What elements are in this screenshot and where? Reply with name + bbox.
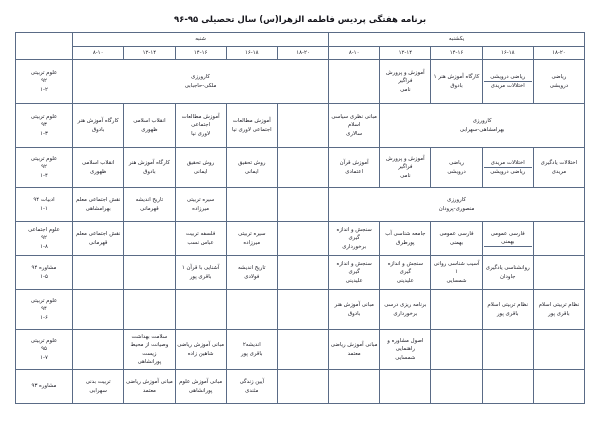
cell-sunday-r2-c4[interactable] <box>329 148 380 188</box>
group-label-r2[interactable] <box>16 148 73 188</box>
cell-sunday-internship-r1-teacher: بهرامشاهی-سهرابی <box>459 126 505 133</box>
group-label-content-r7 <box>17 337 71 361</box>
cell-sunday-r2-c2-teacher: درویشی <box>447 168 466 175</box>
table-row <box>16 222 585 256</box>
group-label-content-r5 <box>17 264 71 280</box>
cell-saturday-r7-c3[interactable] <box>124 330 175 370</box>
cell-saturday-r4-c4-content <box>74 230 122 246</box>
cell-sunday-r0-c1-split <box>484 73 532 90</box>
cell-sunday-r0-c3[interactable] <box>380 60 431 104</box>
cell-saturday-r1-c1-content <box>228 117 276 133</box>
cell-saturday-r1-c3-content <box>125 117 173 133</box>
group-column-header <box>16 33 73 60</box>
cell-sunday-r2-c2-content <box>432 159 480 175</box>
cell-saturday-r1-c3[interactable] <box>124 104 175 148</box>
group-year-r0: ۹۲ <box>41 78 47 85</box>
group-label-content-r3 <box>17 196 71 212</box>
cell-sunday-internship-r3-teacher: منصوری-پرودان <box>438 205 475 212</box>
cell-sunday-r2-c1-split-bottom: ریاضی درویشی <box>490 169 526 175</box>
table-row <box>16 256 585 290</box>
cell-saturday-r4-c0[interactable] <box>277 222 328 256</box>
cell-sunday-r4-c2-teacher: بهمنی <box>449 239 464 246</box>
cell-sunday-r0-c3-course: آموزش و پرورش فراگیر <box>386 70 425 85</box>
cell-saturday-r7-c1-content <box>228 341 276 357</box>
cell-saturday-r6-c1[interactable] <box>226 290 277 330</box>
cell-sunday-internship-r1-course: کارورزی <box>472 118 492 125</box>
cell-sunday-r0-c0-content <box>535 73 583 89</box>
cell-sunday-r2-c0-teacher: مریدی <box>551 168 567 175</box>
cell-saturday-r4-c4-teacher: قهرمانی <box>88 239 108 246</box>
cell-sunday-r7-c0[interactable] <box>533 330 584 370</box>
day-header-row <box>16 33 585 47</box>
table-head <box>16 33 585 60</box>
cell-sunday-r2-c1-split-top: اختلالات مریدی <box>484 159 532 168</box>
cell-saturday-r3-c1[interactable] <box>226 188 277 222</box>
cell-saturday-r1-c2-content <box>177 113 225 137</box>
cell-saturday-internship-r0[interactable] <box>73 60 329 104</box>
cell-saturday-internship-r0-teacher: ملکی-حاجبابی <box>184 82 217 89</box>
cell-saturday-r3-c2-teacher: میرزاده <box>192 205 209 212</box>
cell-saturday-r2-c3-teacher: بادوق <box>143 168 156 175</box>
cell-sunday-r2-c4-course: آموزش قرآن <box>339 160 369 167</box>
cell-sunday-r4-c1[interactable] <box>482 222 533 256</box>
cell-saturday-r4-c4-course: نقش اجتماعی معلم <box>76 231 121 238</box>
cell-sunday-r6-c3-content <box>381 301 429 317</box>
cell-sunday-r5-c4-teacher: علیدینی <box>345 277 363 284</box>
group-year-r2: ۹۲ <box>41 164 47 171</box>
cell-sunday-r1-c4-content <box>330 113 378 137</box>
cell-saturday-r2-c4-teacher: ظهوری <box>89 168 107 175</box>
group-label-r8[interactable] <box>16 370 73 404</box>
cell-saturday-r5-c1-content <box>228 264 276 280</box>
page-title: برنامه هفتگی پردیس فاطمه الزهرا(س) سال تحصیلی ۹۵-۹۶ <box>173 15 427 25</box>
cell-sunday-r6-c0[interactable] <box>533 290 584 330</box>
cell-sunday-r6-c4-content <box>330 301 378 317</box>
cell-sunday-r6-c1-teacher: باقری پور <box>496 310 519 317</box>
cell-saturday-r4-c4[interactable] <box>73 222 124 256</box>
cell-sunday-r2-c1[interactable] <box>482 148 533 188</box>
cell-saturday-r1-c2-course: آموزش مطالعات اجتماعی <box>181 114 220 129</box>
cell-saturday-r1-c4-content <box>74 117 122 133</box>
cell-saturday-r3-c3-course: تاریخ اندیشه <box>135 197 164 204</box>
cell-saturday-r2-c3[interactable] <box>124 148 175 188</box>
cell-sunday-r5-c4-content <box>330 260 378 284</box>
cell-saturday-r7-c3-course: سلامت بهداشت وصیانت از محیط زیست <box>130 334 169 357</box>
cell-saturday-r8-c4-course: تربیت بدنی <box>85 379 111 386</box>
cell-sunday-r4-c2-content <box>432 230 480 246</box>
cell-saturday-r4-c1[interactable] <box>226 222 277 256</box>
cell-saturday-r3-c0[interactable] <box>277 188 328 222</box>
cell-saturday-r2-c1-content <box>228 159 276 175</box>
group-code-r0: ۱-۲ <box>40 86 48 93</box>
cell-saturday-r8-c3[interactable] <box>124 370 175 404</box>
cell-saturday-r7-c2-teacher: شاهین زاده <box>187 350 214 357</box>
cell-sunday-r8-c4[interactable] <box>329 370 380 404</box>
cell-sunday-r7-c4[interactable] <box>329 330 380 370</box>
cell-sunday-r5-c1-course: روانشناسی یادگیری <box>485 265 530 272</box>
cell-sunday-r4-c4-content <box>330 226 378 250</box>
cell-sunday-r4-c4-teacher: برخورداری <box>342 243 367 250</box>
group-label-content-r0 <box>17 69 71 93</box>
cell-sunday-r5-c2[interactable] <box>431 256 482 290</box>
cell-sunday-r2-c2-course: ریاضی <box>449 160 464 167</box>
cell-sunday-r2-c0-content <box>535 159 583 175</box>
cell-sunday-r6-c2[interactable] <box>431 290 482 330</box>
cell-saturday-r8-c2-content <box>177 378 225 394</box>
cell-saturday-r8-c2[interactable] <box>175 370 226 404</box>
group-name-r5: مشاوره ۹۴ <box>31 265 57 272</box>
cell-saturday-r2-c1[interactable] <box>226 148 277 188</box>
group-code-r3: ۱-۱ <box>40 205 48 212</box>
cell-saturday-r5-c1-course: تاریخ اندیشه <box>238 265 266 272</box>
cell-saturday-r8-c1-course: آیین زندگی <box>239 379 264 386</box>
cell-saturday-r4-c2-content <box>177 230 225 246</box>
cell-sunday-r2-c0[interactable] <box>533 148 584 188</box>
cell-sunday-r1-c4[interactable] <box>329 104 380 148</box>
cell-sunday-r6-c4[interactable] <box>329 290 380 330</box>
cell-saturday-r3-c3-content <box>125 196 173 212</box>
cell-sunday-r0-c3-teacher: نامی <box>400 86 411 93</box>
group-label-r0[interactable] <box>16 60 73 104</box>
time-header-saturday-4: ۸-۱۰ <box>73 47 124 60</box>
cell-saturday-r5-c2-teacher: باقری پور <box>189 273 212 280</box>
cell-sunday-r4-c2[interactable] <box>431 222 482 256</box>
cell-sunday-r0-c2-teacher: بادوق <box>450 82 463 89</box>
cell-saturday-r8-c2-course: مبانی آموزش علوم <box>179 379 223 386</box>
cell-sunday-r5-c0[interactable] <box>533 256 584 290</box>
cell-sunday-r7-c4-content <box>330 341 378 357</box>
cell-saturday-r8-c4[interactable] <box>73 370 124 404</box>
cell-sunday-r4-c3[interactable] <box>380 222 431 256</box>
group-code-r5: ۱-۵ <box>40 273 48 280</box>
title-bar <box>0 0 600 30</box>
cell-saturday-r3-c4-teacher: بهرامشاهی <box>85 205 111 212</box>
time-header-saturday-3: ۱۲-۱۴ <box>124 47 175 60</box>
group-name-r1: علوم تربیتی <box>30 114 58 121</box>
cell-sunday-r7-c4-teacher: معتمد <box>347 350 361 357</box>
cell-sunday-r4-c2-course: فارسی عمومی <box>439 231 474 238</box>
cell-sunday-r6-c3-course: برنامه ریزی درسی <box>384 302 427 309</box>
cell-saturday-r8-c4-content <box>74 378 122 394</box>
cell-sunday-r6-c0-course: نظام تربیتی اسلام <box>538 302 580 309</box>
cell-sunday-r2-c4-content <box>330 159 378 175</box>
cell-saturday-r7-c2[interactable] <box>175 330 226 370</box>
cell-saturday-r4-c2-teacher: عباس نسب <box>187 239 214 246</box>
time-header-row <box>16 47 585 60</box>
cell-sunday-r6-c4-course: مبانی آموزش هنر <box>334 302 374 309</box>
cell-sunday-r7-c4-course: مبانی آموزش ریاضی <box>330 342 378 349</box>
group-code-r2: ۱-۴ <box>40 172 48 179</box>
cell-saturday-r1-c2[interactable] <box>175 104 226 148</box>
cell-sunday-r4-c0[interactable] <box>533 222 584 256</box>
cell-sunday-r7-c1[interactable] <box>482 330 533 370</box>
cell-sunday-r5-c4-course: سنجش و اندازه گیری <box>336 261 372 276</box>
cell-sunday-r1-c4-teacher: سالاری <box>346 130 363 137</box>
cell-saturday-r6-c2[interactable] <box>175 290 226 330</box>
cell-saturday-r7-c1[interactable] <box>226 330 277 370</box>
time-header-saturday-0: ۱۸-۲۰ <box>277 47 328 60</box>
cell-sunday-r4-c1-split-top: فارسی عمومی بهمنی <box>484 230 532 247</box>
cell-sunday-r7-c3[interactable] <box>380 330 431 370</box>
group-label-r3[interactable] <box>16 188 73 222</box>
cell-saturday-r7-c3-content <box>125 333 173 365</box>
time-header-sunday-0: ۱۸-۲۰ <box>533 47 584 60</box>
cell-sunday-r7-c3-teacher: شمسایی <box>395 354 416 361</box>
cell-sunday-r0-c2[interactable] <box>431 60 482 104</box>
cell-sunday-r0-c2-content <box>432 73 480 89</box>
table-body <box>16 60 585 404</box>
cell-saturday-r7-c4[interactable] <box>73 330 124 370</box>
group-name-r0: علوم تربیتی <box>30 70 58 77</box>
cell-saturday-r7-c0[interactable] <box>277 330 328 370</box>
cell-sunday-r5-c3-content <box>381 260 429 284</box>
cell-sunday-r0-c1[interactable] <box>482 60 533 104</box>
cell-sunday-r5-c1[interactable] <box>482 256 533 290</box>
cell-sunday-r5-c3[interactable] <box>380 256 431 290</box>
table-row <box>16 148 585 188</box>
cell-saturday-r5-c1[interactable] <box>226 256 277 290</box>
group-label-r4[interactable] <box>16 222 73 256</box>
cell-saturday-r2-c4-content <box>74 159 122 175</box>
cell-sunday-r6-c0-content <box>535 301 583 317</box>
group-code-r1: ۱-۳ <box>40 130 48 137</box>
cell-sunday-r6-c3[interactable] <box>380 290 431 330</box>
cell-sunday-r0-c1-split-bottom: اختلالات مریدی <box>490 83 525 89</box>
cell-saturday-r5-c3[interactable] <box>124 256 175 290</box>
cell-saturday-r4-c2-course: فلسفه تربیت <box>185 231 216 238</box>
group-label-content-r6 <box>17 297 71 321</box>
cell-sunday-r8-c2[interactable] <box>431 370 482 404</box>
cell-saturday-r4-c3[interactable] <box>124 222 175 256</box>
group-label-r6[interactable] <box>16 290 73 330</box>
cell-saturday-r2-c0[interactable] <box>277 148 328 188</box>
table-row <box>16 370 585 404</box>
group-code-r7: ۱-۷ <box>40 354 48 361</box>
cell-sunday-r5-c1-content <box>484 264 532 280</box>
group-name-r8: مشاوره ۹۳ <box>31 383 57 390</box>
cell-saturday-r6-c3[interactable] <box>124 290 175 330</box>
cell-saturday-r2-c4-course: انقلاب اسلامی <box>81 160 115 167</box>
time-header-saturday-2: ۱۴-۱۶ <box>175 47 226 60</box>
group-label-content-r4 <box>17 226 71 250</box>
cell-sunday-r4-c1-split <box>484 230 532 247</box>
cell-sunday-r2-c3-content <box>381 155 429 179</box>
cell-sunday-r5-c1-teacher: جاودان <box>500 273 516 280</box>
day-header-saturday: شنبه <box>73 33 329 47</box>
cell-saturday-r8-c0[interactable] <box>277 370 328 404</box>
cell-sunday-r0-c3-content <box>381 69 429 93</box>
cell-saturday-r7-c2-course: مبانی آموزش ریاضی <box>177 342 224 349</box>
cell-saturday-r2-c2-course: روش تحقیق <box>186 160 215 167</box>
time-header-sunday-1: ۱۶-۱۸ <box>482 47 533 60</box>
group-name-r4: علوم اجتماعی <box>28 227 60 234</box>
cell-saturday-r2-c2[interactable] <box>175 148 226 188</box>
cell-sunday-internship-r3-content <box>330 196 583 212</box>
cell-sunday-r2-c2[interactable] <box>431 148 482 188</box>
cell-saturday-r4-c1-course: سیره تربیتی <box>238 231 266 238</box>
cell-sunday-r8-c1[interactable] <box>482 370 533 404</box>
cell-sunday-r4-c4-course: سنجش و اندازه گیری <box>336 227 372 242</box>
group-year-r1: ۹۳ <box>41 122 47 129</box>
cell-saturday-r1-c4[interactable] <box>73 104 124 148</box>
cell-saturday-r3-c3-teacher: قهرمانی <box>140 205 159 212</box>
cell-sunday-r6-c4-teacher: بادوق <box>347 310 361 317</box>
group-code-r6: ۱-۶ <box>40 314 48 321</box>
cell-sunday-r5-c2-teacher: شمسایی <box>446 277 467 284</box>
cell-sunday-r0-c2-course: کارگاه آموزش هنر ۱ <box>433 74 480 81</box>
cell-saturday-r1-c4-teacher: بادوق <box>91 126 105 133</box>
cell-saturday-r4-c1-content <box>228 230 276 246</box>
group-year-r6: ۹۴ <box>41 306 47 313</box>
table-row <box>16 188 585 222</box>
table-row <box>16 290 585 330</box>
cell-saturday-r1-c1-course: آموزش مطالعات اجتماعی لاوری نیا <box>231 118 272 133</box>
cell-sunday-r2-c1-split <box>484 159 532 176</box>
cell-sunday-r2-c3-teacher: نامی <box>400 172 411 179</box>
cell-saturday-r8-c3-course: مبانی آموزش ریاضی <box>126 379 173 386</box>
group-code-r4: ۱-۸ <box>40 243 48 250</box>
cell-saturday-r5-c2[interactable] <box>175 256 226 290</box>
cell-sunday-r4-c3-course: جامعه شناسی آب <box>385 231 426 238</box>
cell-sunday-internship-r1-content <box>381 117 583 133</box>
cell-saturday-r7-c1-course: اندیشه۲ <box>242 342 261 349</box>
cell-saturday-r4-c2[interactable] <box>175 222 226 256</box>
cell-sunday-r8-c3[interactable] <box>380 370 431 404</box>
cell-saturday-r5-c0[interactable] <box>277 256 328 290</box>
cell-saturday-r8-c2-teacher: پورانشاهی <box>188 387 213 394</box>
cell-saturday-r8-c1-content <box>228 378 276 394</box>
cell-saturday-r8-c4-teacher: سهرابی <box>89 387 107 394</box>
cell-sunday-r7-c2[interactable] <box>431 330 482 370</box>
cell-sunday-r6-c0-teacher: باقری پور <box>548 310 570 317</box>
cell-saturday-r7-c1-teacher: باقری پور <box>241 350 263 357</box>
cell-sunday-r0-c0[interactable] <box>533 60 584 104</box>
cell-saturday-r7-c3-teacher: پورانشاهی <box>137 358 162 365</box>
cell-sunday-r2-c3-course: آموزش و پرورش فراگیر <box>386 156 425 171</box>
group-name-r3: ادبیات ۹۴ <box>33 197 55 204</box>
cell-saturday-r2-c2-teacher: ایمانی <box>193 168 208 175</box>
group-label-content-r8 <box>17 382 71 390</box>
cell-saturday-r3-c2-course: سیره تربیتی <box>186 197 215 204</box>
group-name-r6: علوم تربیتی <box>30 298 58 305</box>
cell-saturday-r3-c3[interactable] <box>124 188 175 222</box>
cell-saturday-r8-c1[interactable] <box>226 370 277 404</box>
cell-sunday-r5-c3-course: سنجش و اندازه گیری <box>387 261 423 276</box>
weekly-schedule-table <box>15 32 585 404</box>
cell-sunday-r5-c4[interactable] <box>329 256 380 290</box>
cell-sunday-internship-r3[interactable] <box>329 188 585 222</box>
time-header-sunday-2: ۱۴-۱۶ <box>431 47 482 60</box>
cell-sunday-r7-c3-course: اصول مشاوره و راهنمایی <box>387 338 424 353</box>
cell-saturday-r4-c1-teacher: میرزاده <box>243 239 261 246</box>
cell-saturday-r6-c0[interactable] <box>277 290 328 330</box>
cell-saturday-r3-c2-content <box>177 196 225 212</box>
group-name-r7: علوم تربیتی <box>30 338 58 345</box>
cell-saturday-r8-c3-content <box>125 378 173 394</box>
table-row <box>16 330 585 370</box>
cell-saturday-r8-c1-teacher: مثندی <box>245 387 259 394</box>
cell-saturday-r1-c2-teacher: لاوری نیا <box>191 130 211 137</box>
cell-saturday-r2-c4[interactable] <box>73 148 124 188</box>
cell-sunday-r2-c4-teacher: اعتمادی <box>345 168 364 175</box>
table-row <box>16 60 585 104</box>
cell-sunday-r1-c4-course: مبانی نظری سیاسی اسلام <box>331 114 377 129</box>
cell-sunday-r4-c3-teacher: پورطرق <box>396 239 415 246</box>
table-row <box>16 104 585 148</box>
cell-saturday-r5-c2-content <box>177 264 225 280</box>
cell-saturday-r1-c4-course: کارگاه آموزش هنر <box>77 118 119 125</box>
cell-saturday-r3-c2[interactable] <box>175 188 226 222</box>
cell-saturday-r8-c3-teacher: معتمد <box>142 387 156 394</box>
group-year-r4: ۹۲ <box>41 235 47 242</box>
cell-saturday-internship-r0-course: کارورزی <box>191 74 210 81</box>
cell-sunday-r6-c1-content <box>484 301 532 317</box>
cell-saturday-r1-c1[interactable] <box>226 104 277 148</box>
cell-sunday-r7-c3-content <box>381 337 429 361</box>
cell-saturday-r2-c3-content <box>125 159 173 175</box>
cell-saturday-r1-c0[interactable] <box>277 104 328 148</box>
cell-sunday-r0-c0-course: ریاضی <box>551 74 567 81</box>
time-header-sunday-3: ۱۲-۱۴ <box>380 47 431 60</box>
cell-sunday-r4-c3-content <box>381 230 429 246</box>
cell-sunday-r4-c4[interactable] <box>329 222 380 256</box>
cell-sunday-r0-c0-teacher: درویشی <box>549 82 569 89</box>
cell-sunday-r8-c0[interactable] <box>533 370 584 404</box>
cell-saturday-r1-c3-course: انقلاب اسلامی <box>133 118 166 125</box>
group-year-r7: ۹۵ <box>41 346 47 353</box>
cell-saturday-r6-c4[interactable] <box>73 290 124 330</box>
cell-saturday-r1-c3-teacher: ظهوری <box>141 126 158 133</box>
cell-saturday-r2-c3-course: کارگاه آموزش هنر <box>128 160 170 167</box>
time-header-sunday-4: ۸-۱۰ <box>329 47 380 60</box>
cell-sunday-r5-c2-content <box>432 260 480 284</box>
cell-saturday-r7-c2-content <box>177 341 225 357</box>
day-header-sunday: یکشنبه <box>329 33 585 47</box>
cell-sunday-r2-c3[interactable] <box>380 148 431 188</box>
cell-saturday-r3-c4[interactable] <box>73 188 124 222</box>
cell-saturday-r5-c4[interactable] <box>73 256 124 290</box>
group-label-content-r2 <box>17 155 71 179</box>
cell-sunday-r5-c2-course: آسیب شناسی روانی ۱ <box>433 261 480 276</box>
group-label-content-r1 <box>17 113 71 137</box>
cell-sunday-internship-r1[interactable] <box>380 104 585 148</box>
cell-saturday-r3-c4-content <box>74 196 122 212</box>
time-header-saturday-1: ۱۶-۱۸ <box>226 47 277 60</box>
cell-sunday-r0-c1-split-top: ریاضی درویشی <box>484 73 532 82</box>
cell-saturday-r2-c2-content <box>177 159 225 175</box>
group-name-r2: علوم تربیتی <box>30 156 58 163</box>
group-label-r1[interactable] <box>16 104 73 148</box>
cell-saturday-r2-c1-course: روش تحقیق <box>238 160 266 167</box>
group-label-r7[interactable] <box>16 330 73 370</box>
cell-sunday-r6-c1[interactable] <box>482 290 533 330</box>
cell-sunday-r6-c1-course: نظام تربیتی اسلام <box>487 302 529 309</box>
cell-saturday-r5-c2-course: آشنایی با قرآن ۱ <box>181 265 220 272</box>
cell-sunday-internship-r3-course: کارورزی <box>447 197 466 204</box>
cell-saturday-r5-c1-teacher: فولادی <box>244 273 260 280</box>
cell-sunday-r5-c3-teacher: علیدینی <box>396 277 414 284</box>
cell-saturday-r2-c1-teacher: ایمانی <box>244 168 259 175</box>
cell-sunday-r6-c3-teacher: برخورداری <box>393 310 418 317</box>
cell-sunday-r2-c0-course: اختلالات یادگیری <box>540 160 578 167</box>
cell-sunday-r0-c4[interactable] <box>329 60 380 104</box>
group-label-r5[interactable] <box>16 256 73 290</box>
cell-saturday-r3-c4-course: نقش اجتماعی معلم <box>76 197 121 204</box>
cell-saturday-internship-r0-content <box>74 73 327 89</box>
